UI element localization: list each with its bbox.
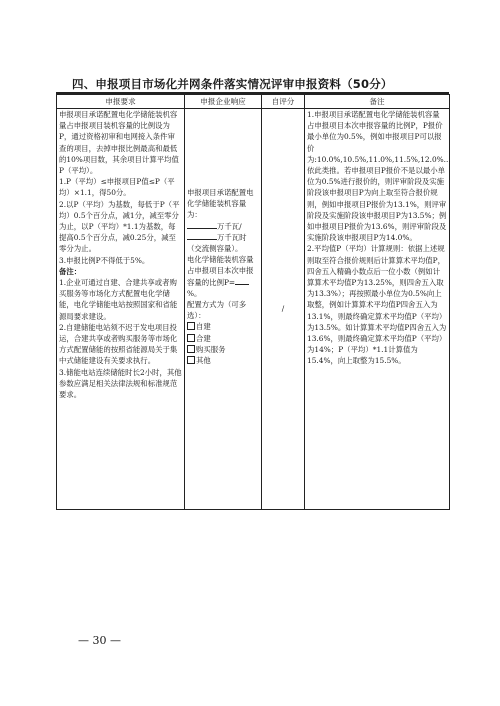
self-score-cell: / (262, 109, 305, 510)
checkbox[interactable] (187, 345, 195, 353)
method-label: 配置方式为（可多选）： (187, 300, 247, 321)
checkbox[interactable] (187, 334, 195, 342)
response-ratio (187, 254, 259, 299)
remarks-label: 备注： (59, 266, 82, 276)
response-intro: 申报项目承诺配置电化学储能装机容量为： (187, 188, 254, 220)
header-self-score: 自评分 (262, 95, 305, 109)
response-ac-note: （交流侧容量）。 (187, 244, 243, 254)
header-response: 申报企业响应 (185, 95, 262, 109)
option-self-build[interactable] (187, 321, 259, 332)
option-label: 自建 (196, 322, 211, 332)
remark-text: 3.储能电站连续储能时长2小时，其他参数应满足相关法律法规和标准规范要求。 (59, 367, 182, 400)
notes-cell (305, 109, 450, 510)
section-title: 四、申报项目市场化并网条件落实情况评审申报资料（50分） (72, 77, 393, 91)
capacity-kwh-blank[interactable] (187, 239, 217, 240)
header-notes: 备注 (305, 95, 450, 109)
option-other[interactable] (187, 355, 259, 366)
requirements-cell (57, 109, 185, 510)
table-header-row (57, 95, 450, 109)
checkbox[interactable] (187, 322, 195, 330)
unit-kw: 万千瓦/ (217, 221, 242, 231)
capacity-kw-blank[interactable] (187, 228, 217, 229)
response-capacity-kwh (187, 232, 259, 243)
option-label: 其他 (196, 356, 211, 366)
requirement-text: 3.申报比例P不得低于5%。 (59, 255, 150, 265)
table-row (57, 109, 450, 510)
requirement-text: 申报项目承诺配置电化学储能装机容量占申报项目装机容量的比例设为P，通过资格初审和电网接入条件审查的项目，去掉申报比例最高和最低的10%项目数，其余项目计算平均值P（平均）。 (59, 110, 179, 176)
remark-text: 2.自建储能电站须不迟于发电项目投运，合建共享或者购买服务等市场化方式配置储能的按照省能源局关于集中式储能建设有关要求执行。 (59, 322, 178, 366)
option-purchase-service[interactable] (187, 344, 259, 355)
option-label: 合建 (196, 333, 211, 343)
checkbox[interactable] (187, 356, 195, 364)
ratio-unit: %。 (187, 288, 202, 298)
option-joint-build[interactable] (187, 333, 259, 344)
ratio-blank[interactable] (235, 284, 249, 285)
evaluation-table (56, 94, 450, 510)
page-number: — 30 — (78, 634, 121, 647)
unit-kwh: 万千瓦时 (217, 232, 247, 242)
remark-text: 1.企业可通过自建、合建共享或者购买服务等市场化方式配置电化学储能，电化学储能电站按照国家和省能源局要求建设。 (59, 278, 178, 321)
header-requirements: 申报要求 (57, 95, 185, 109)
requirement-text: 1.P（平均）≤申报项目P值≤P（平均）×1.1，得50分。 (59, 177, 175, 198)
ratio-text: 电化学储能装机容量占申报项目本次申报容量的比例P= (187, 255, 254, 287)
option-label: 购买服务 (196, 344, 226, 354)
response-capacity-kw (187, 221, 259, 232)
note-text: 2.平均值P（平均）计算规则：依据上述规则取至符合报价规则后计算算术平均值P，四舍五入精确小数点后一位小数（例如计算算术平均值P为13.25%，则四舍五入取为13.3%）；再按照最小单位为0.5%向上取整，例如计算算术平均值P四舍五入为13.1%，则最终确定算术平均值P（平均）为13.5%。如计算算术平均值P四舍五入为13.6%，则最终确定算术平均值P（平均）为14%；P（平均）*1.1计算值为15.4%，向上取整为15.5%。 (307, 244, 447, 366)
requirement-text: 2.以P（平均）为基数，每低于P（平均）0.5个百分点，减1分，减至零分为止，以P（平均）*1.1为基数，每提高0.5个百分点，减0.25分，减至零分为止。 (59, 199, 180, 254)
note-text: 1.申报项目承诺配置电化学储能装机容量占申报项目本次申报容量的比例P，P报价最小单位为0.5%，例如申报项目P可以报价为:10.0%,10.5%,11.0%,11.5%,12.0%...依此类推。若申报项目P报价不是以最小单位为0.5%进行报价的，则评审阶段及实施阶段该申报项目P为向上取至符合报价规则，例如申报项目P报价为13.1%，则评审阶段及实施阶段该申报项目P为13.5%；例如申报项目P报价为13.6%，则评审阶段及实施阶段该申报项目P为14.0%。 (307, 110, 451, 243)
response-cell (185, 109, 262, 510)
